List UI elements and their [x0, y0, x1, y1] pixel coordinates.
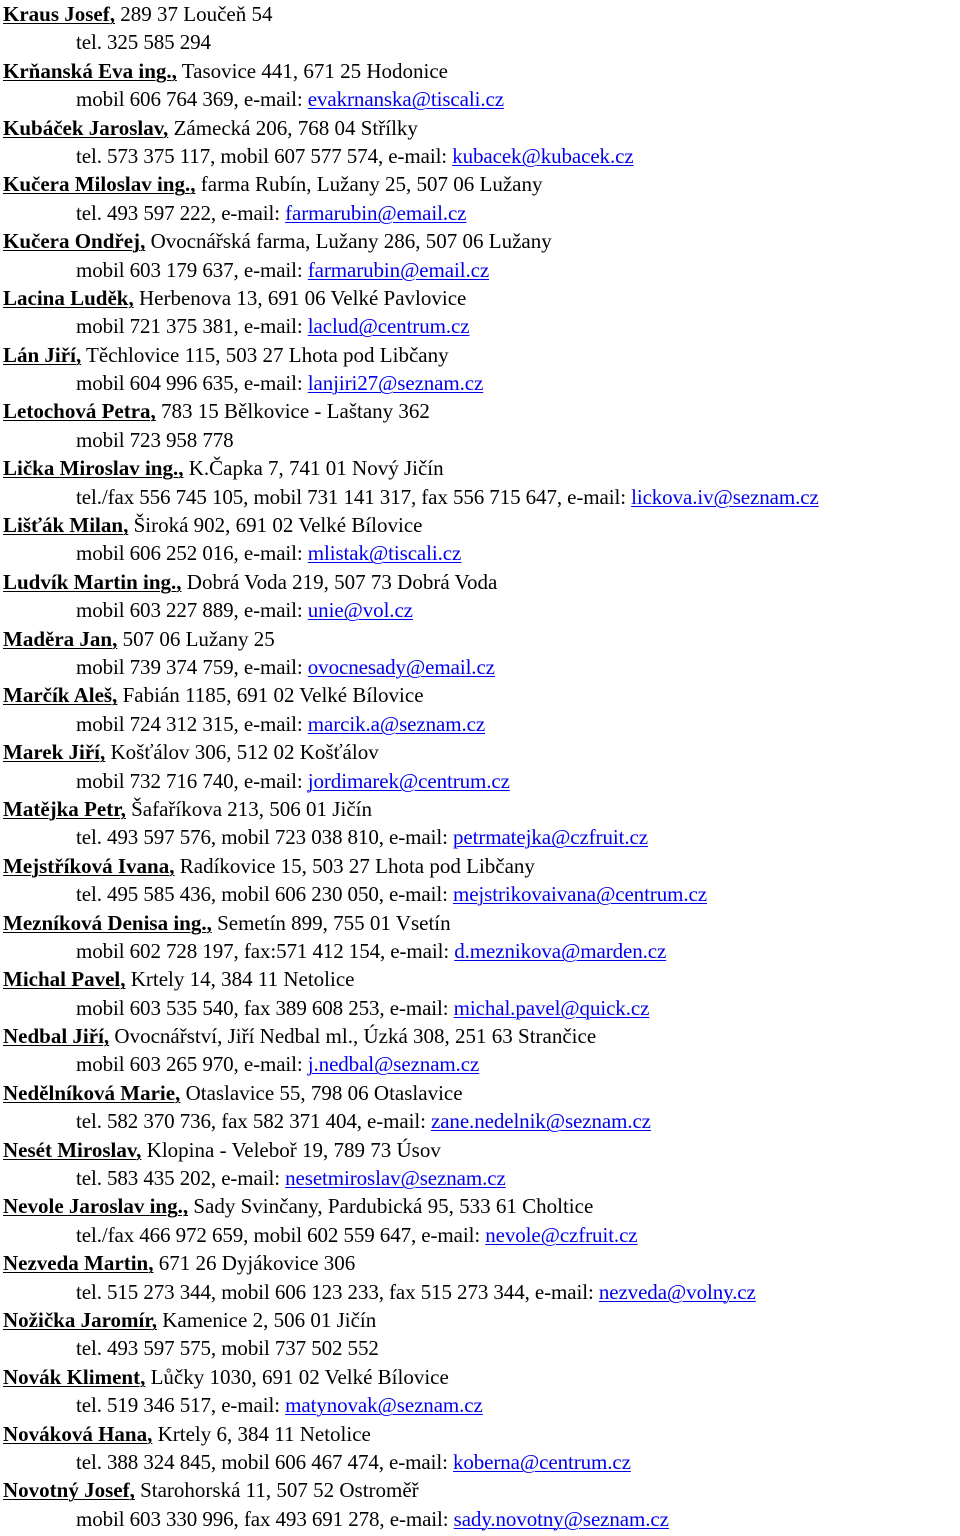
directory-entry: [3, 1079, 960, 1136]
entry-name-separator: ,: [171, 58, 177, 83]
entry-contact-line: [3, 994, 960, 1022]
entry-name-line: [3, 397, 960, 425]
entry-email-link[interactable]: michal.pavel@quick.cz: [453, 995, 650, 1020]
entry-name: Nováková Hana: [3, 1421, 148, 1446]
entry-contact-line: [3, 28, 960, 56]
entry-name-line: [3, 909, 960, 937]
entry-contact: mobil 721 375 381, e-mail:: [76, 314, 308, 339]
entry-contact-line: [3, 539, 960, 567]
entry-address: K.Čapka 7, 741 01 Nový Jičín: [183, 456, 444, 481]
entry-contact-line: [3, 1391, 960, 1419]
directory-entry: [3, 341, 960, 398]
entry-name: Maděra Jan,: [3, 626, 118, 651]
entry-name-line: [3, 568, 960, 596]
entry-name-line: [3, 284, 960, 312]
entry-contact-line: [3, 1505, 960, 1533]
entry-contact-line: [3, 256, 960, 284]
directory-entry: [3, 568, 960, 625]
entry-contact: mobil 732 716 740, e-mail:: [76, 768, 308, 793]
entry-name-separator: ,: [147, 1421, 153, 1446]
entry-email-link[interactable]: farmarubin@email.cz: [307, 257, 490, 282]
entry-address: Fabián 1185, 691 02 Velké Bílovice: [117, 683, 424, 708]
entry-contact: tel. 325 585 294: [76, 30, 211, 55]
entry-contact-line: [3, 426, 960, 454]
entry-name: Krňanská Eva ing.: [3, 58, 172, 83]
entry-contact-line: [3, 823, 960, 851]
entry-name: Nesét Miroslav: [3, 1137, 137, 1162]
entry-address: Klopina - Veleboř 19, 789 73 Úsov: [141, 1137, 441, 1162]
entry-address: 783 15 Bělkovice - Laštany 362: [155, 399, 430, 424]
entry-name: Kraus Josef: [3, 2, 110, 26]
entry-contact: tel. 493 597 222, e-mail:: [76, 200, 286, 225]
entry-contact: mobil 603 330 996, fax 493 691 278, e-mail:: [76, 1506, 454, 1531]
entry-name-line: [3, 1476, 960, 1504]
entry-address: Košťálov 306, 512 02 Košťálov: [105, 740, 379, 765]
entry-email-link[interactable]: sady.novotny@seznam.cz: [453, 1506, 669, 1531]
entry-contact-line: [3, 483, 960, 511]
entry-name: Letochová Petra,: [3, 399, 156, 424]
entry-name: Nedbal Jiří,: [3, 1024, 110, 1049]
entry-email-link[interactable]: zane.nedelnik@seznam.cz: [430, 1109, 651, 1134]
entry-name-separator: ,: [151, 1307, 157, 1332]
entry-email-link[interactable]: mlistak@tiscali.cz: [307, 541, 462, 566]
entry-address: Sady Svinčany, Pardubická 95, 533 61 Choltice: [188, 1194, 594, 1219]
entry-name-line: [3, 1306, 960, 1334]
entry-name: Lán Jiří: [3, 342, 76, 367]
directory-entry: [3, 57, 960, 114]
entry-name-line: [3, 625, 960, 653]
entry-name-line: [3, 738, 960, 766]
entry-address: Široká 902, 691 02 Velké Bílovice: [128, 513, 423, 538]
entry-contact-line: [3, 369, 960, 397]
entry-email-link[interactable]: koberna@centrum.cz: [452, 1449, 631, 1474]
entry-address: Tasovice 441, 671 25 Hodonice: [176, 58, 448, 83]
entry-name-separator: ,: [190, 172, 196, 197]
entry-name-line: [3, 1363, 960, 1391]
entry-email-link[interactable]: kubacek@kubacek.cz: [452, 143, 634, 168]
entry-email-link[interactable]: d.meznikova@marden.cz: [454, 938, 667, 963]
entry-email-link[interactable]: j.nedbal@seznam.cz: [307, 1052, 480, 1077]
entry-email-link[interactable]: nevole@czfruit.cz: [485, 1222, 638, 1247]
entry-email-link[interactable]: nezveda@volny.cz: [598, 1279, 756, 1304]
entry-contact: mobil 603 535 540, fax 389 608 253, e-mail:: [76, 995, 454, 1020]
entry-contact-line: [3, 1107, 960, 1135]
entry-name: Marčík Aleš,: [3, 683, 118, 708]
directory-entry: [3, 852, 960, 909]
entry-contact-line: [3, 710, 960, 738]
directory-entry: [3, 170, 960, 227]
entry-contact: tel. 495 585 436, mobil 606 230 050, e-mail:: [76, 882, 453, 907]
entry-contact: tel. 519 346 517, e-mail:: [76, 1393, 286, 1418]
entry-name-separator: ,: [136, 1137, 142, 1162]
entry-address: Zámecká 206, 768 04 Střílky: [168, 115, 418, 140]
directory-entry: [3, 114, 960, 171]
entry-address: Starohorská 11, 507 52 Ostroměř: [134, 1478, 419, 1503]
entry-address: Krtely 14, 384 11 Netolice: [125, 967, 355, 992]
entry-name-line: [3, 1192, 960, 1220]
directory-entry: [3, 965, 960, 1022]
entry-email-link[interactable]: lanjiri27@seznam.cz: [307, 371, 484, 396]
entry-contact-line: [3, 1050, 960, 1078]
entry-name-line: [3, 1249, 960, 1277]
directory-entry: [3, 795, 960, 852]
entry-name-line: [3, 454, 960, 482]
entry-contact: mobil 739 374 759, e-mail:: [76, 654, 308, 679]
directory-entry: [3, 1136, 960, 1193]
entry-contact-line: [3, 1448, 960, 1476]
entry-email-link[interactable]: matynovak@seznam.cz: [285, 1393, 483, 1418]
entry-contact-line: [3, 937, 960, 965]
entry-name-separator: ,: [75, 342, 82, 367]
entry-email-link[interactable]: farmarubin@email.cz: [285, 200, 467, 225]
entry-name: Nožička Jaromír: [3, 1307, 152, 1332]
entry-contact-line: [3, 199, 960, 227]
entry-address: farma Rubín, Lužany 25, 507 06 Lužany: [195, 172, 543, 197]
entry-name-line: [3, 965, 960, 993]
entry-contact: mobil 603 179 637, e-mail:: [76, 257, 308, 282]
entry-name: Novák Kliment,: [3, 1364, 146, 1389]
contact-directory: [3, 0, 960, 1533]
entry-name: Nezveda Martin: [3, 1251, 149, 1276]
entry-name: Nedělníková Marie,: [3, 1080, 181, 1105]
entry-contact: tel. 573 375 117, mobil 607 577 574, e-mail:: [76, 143, 453, 168]
entry-name: Mezníková Denisa ing.,: [3, 910, 212, 935]
entry-name: Kučera Miloslav ing.: [3, 172, 191, 197]
entry-name-line: [3, 227, 960, 255]
entry-email-link[interactable]: petrmatejka@czfruit.cz: [452, 825, 648, 850]
entry-name-line: [3, 0, 960, 28]
entry-name: Kučera Ondřej: [3, 229, 141, 254]
entry-email-link[interactable]: mejstrikovaivana@centrum.cz: [452, 882, 707, 907]
entry-contact-line: [3, 1164, 960, 1192]
entry-contact-line: [3, 653, 960, 681]
entry-email-link[interactable]: nesetmiroslav@seznam.cz: [285, 1166, 506, 1191]
entry-name-line: [3, 511, 960, 539]
entry-contact: mobil 603 265 970, e-mail:: [76, 1052, 308, 1077]
entry-name-line: [3, 852, 960, 880]
entry-name-line: [3, 57, 960, 85]
directory-entry: [3, 1363, 960, 1420]
entry-contact-line: [3, 596, 960, 624]
entry-address: Dobrá Voda 219, 507 73 Dobrá Voda: [181, 569, 498, 594]
entry-name-line: [3, 1022, 960, 1050]
entry-contact: tel. 582 370 736, fax 582 371 404, e-mail:: [76, 1109, 431, 1134]
entry-address: Kamenice 2, 506 01 Jičín: [156, 1307, 377, 1332]
entry-name-line: [3, 681, 960, 709]
entry-name: Ludvík Martin ing.: [3, 569, 177, 594]
entry-contact: mobil 604 996 635, e-mail:: [76, 371, 308, 396]
directory-entry: [3, 625, 960, 682]
entry-address: Otaslavice 55, 798 06 Otaslavice: [180, 1080, 463, 1105]
directory-entry: [3, 1022, 960, 1079]
entry-contact-line: [3, 1278, 960, 1306]
entry-email-link[interactable]: jordimarek@centrum.cz: [307, 768, 510, 793]
entry-name-separator: ,: [148, 1251, 154, 1276]
entry-contact: tel. 388 324 845, mobil 606 467 474, e-mail:: [76, 1449, 453, 1474]
entry-contact-line: [3, 142, 960, 170]
directory-entry: [3, 738, 960, 795]
directory-entry: [3, 227, 960, 284]
entry-contact: mobil 724 312 315, e-mail:: [76, 711, 308, 736]
entry-contact: tel./fax 466 972 659, mobil 602 559 647, e-mail:: [76, 1222, 486, 1247]
entry-contact: mobil 606 252 016, e-mail:: [76, 541, 308, 566]
entry-name-separator: ,: [140, 229, 146, 254]
entry-name-line: [3, 1079, 960, 1107]
entry-name-line: [3, 795, 960, 823]
entry-name-separator: ,: [109, 2, 115, 26]
entry-name: Lička Miroslav ing.: [3, 456, 179, 481]
directory-entry: [3, 0, 960, 57]
directory-entry: [3, 454, 960, 511]
entry-contact-line: [3, 85, 960, 113]
entry-name: Mejstříková Ivana: [3, 853, 170, 878]
directory-entry: [3, 511, 960, 568]
directory-entry: [3, 1420, 960, 1477]
entry-address: Krtely 6, 384 11 Netolice: [152, 1421, 371, 1446]
entry-email-link[interactable]: unie@vol.cz: [307, 598, 413, 623]
directory-entry: [3, 681, 960, 738]
entry-name-line: [3, 1136, 960, 1164]
entry-address: 671 26 Dyjákovice 306: [153, 1251, 356, 1276]
entry-name: Marek Jiří,: [3, 740, 106, 765]
entry-address: Lůčky 1030, 691 02 Velké Bílovice: [145, 1364, 449, 1389]
entry-address: Těchlovice 115, 503 27 Lhota pod Libčany: [81, 342, 449, 367]
entry-name: Matějka Petr,: [3, 796, 126, 821]
entry-name: Michal Pavel,: [3, 967, 126, 992]
entry-contact: mobil 602 728 197, fax:571 412 154, e-mail:: [76, 938, 455, 963]
entry-contact-line: [3, 1221, 960, 1249]
entry-address: 507 06 Lužany 25: [117, 626, 275, 651]
entry-name-line: [3, 1420, 960, 1448]
entry-name-separator: ,: [178, 456, 184, 481]
directory-entry: [3, 1306, 960, 1363]
entry-name: Lacina Luděk,: [3, 285, 134, 310]
entry-address: Semetín 899, 755 01 Vsetín: [211, 910, 451, 935]
directory-entry: [3, 1192, 960, 1249]
entry-name-separator: ,: [169, 853, 175, 878]
entry-email-link[interactable]: evakrnanska@tiscali.cz: [307, 87, 504, 112]
entry-contact-line: [3, 1334, 960, 1362]
entry-address: Herbenova 13, 691 06 Velké Pavlovice: [133, 285, 467, 310]
entry-name: Nevole Jaroslav ing.,: [3, 1194, 189, 1219]
directory-entry: [3, 284, 960, 341]
entry-contact-line: [3, 880, 960, 908]
entry-address: Ovocnářství, Jiří Nedbal ml., Úzká 308, 251 63 Strančice: [109, 1024, 597, 1049]
entry-contact-line: [3, 312, 960, 340]
entry-email-link[interactable]: lickova.iv@seznam.cz: [631, 484, 819, 509]
entry-contact-line: [3, 767, 960, 795]
entry-contact: mobil 723 958 778: [76, 427, 234, 452]
directory-entry: [3, 397, 960, 454]
entry-name-separator: ,: [176, 569, 182, 594]
entry-name: Novotný Josef: [3, 1478, 130, 1503]
entry-address: 289 37 Loučeň 54: [115, 2, 273, 26]
entry-address: Ovocnářská farma, Lužany 286, 507 06 Lužany: [145, 229, 552, 254]
entry-name: Kubáček Jaroslav,: [3, 115, 169, 140]
entry-contact: tel. 515 273 344, mobil 606 123 233, fax 515 273 344, e-mail:: [76, 1279, 599, 1304]
entry-contact: tel./fax 556 745 105, mobil 731 141 317, fax 556 715 647, e-mail:: [76, 484, 632, 509]
entry-address: Radíkovice 15, 503 27 Lhota pod Libčany: [174, 853, 535, 878]
entry-email-link[interactable]: laclud@centrum.cz: [307, 314, 470, 339]
entry-name-line: [3, 170, 960, 198]
directory-entry: [3, 1249, 960, 1306]
entry-email-link[interactable]: marcik.a@seznam.cz: [307, 711, 486, 736]
entry-name: Lišťák Milan: [3, 513, 124, 538]
entry-address: Šafaříkova 213, 506 01 Jičín: [125, 796, 372, 821]
entry-name-separator: ,: [123, 513, 129, 538]
entry-contact: mobil 606 764 369, e-mail:: [76, 87, 308, 112]
entry-name-separator: ,: [129, 1478, 135, 1503]
entry-contact: tel. 583 435 202, e-mail:: [76, 1166, 286, 1191]
entry-name-line: [3, 114, 960, 142]
directory-entry: [3, 1476, 960, 1533]
entry-contact: tel. 493 597 575, mobil 737 502 552: [76, 1336, 379, 1361]
directory-entry: [3, 909, 960, 966]
entry-email-link[interactable]: ovocnesady@email.cz: [307, 654, 495, 679]
entry-contact: tel. 493 597 576, mobil 723 038 810, e-mail:: [76, 825, 453, 850]
entry-contact: mobil 603 227 889, e-mail:: [76, 598, 308, 623]
entry-name-line: [3, 341, 960, 369]
